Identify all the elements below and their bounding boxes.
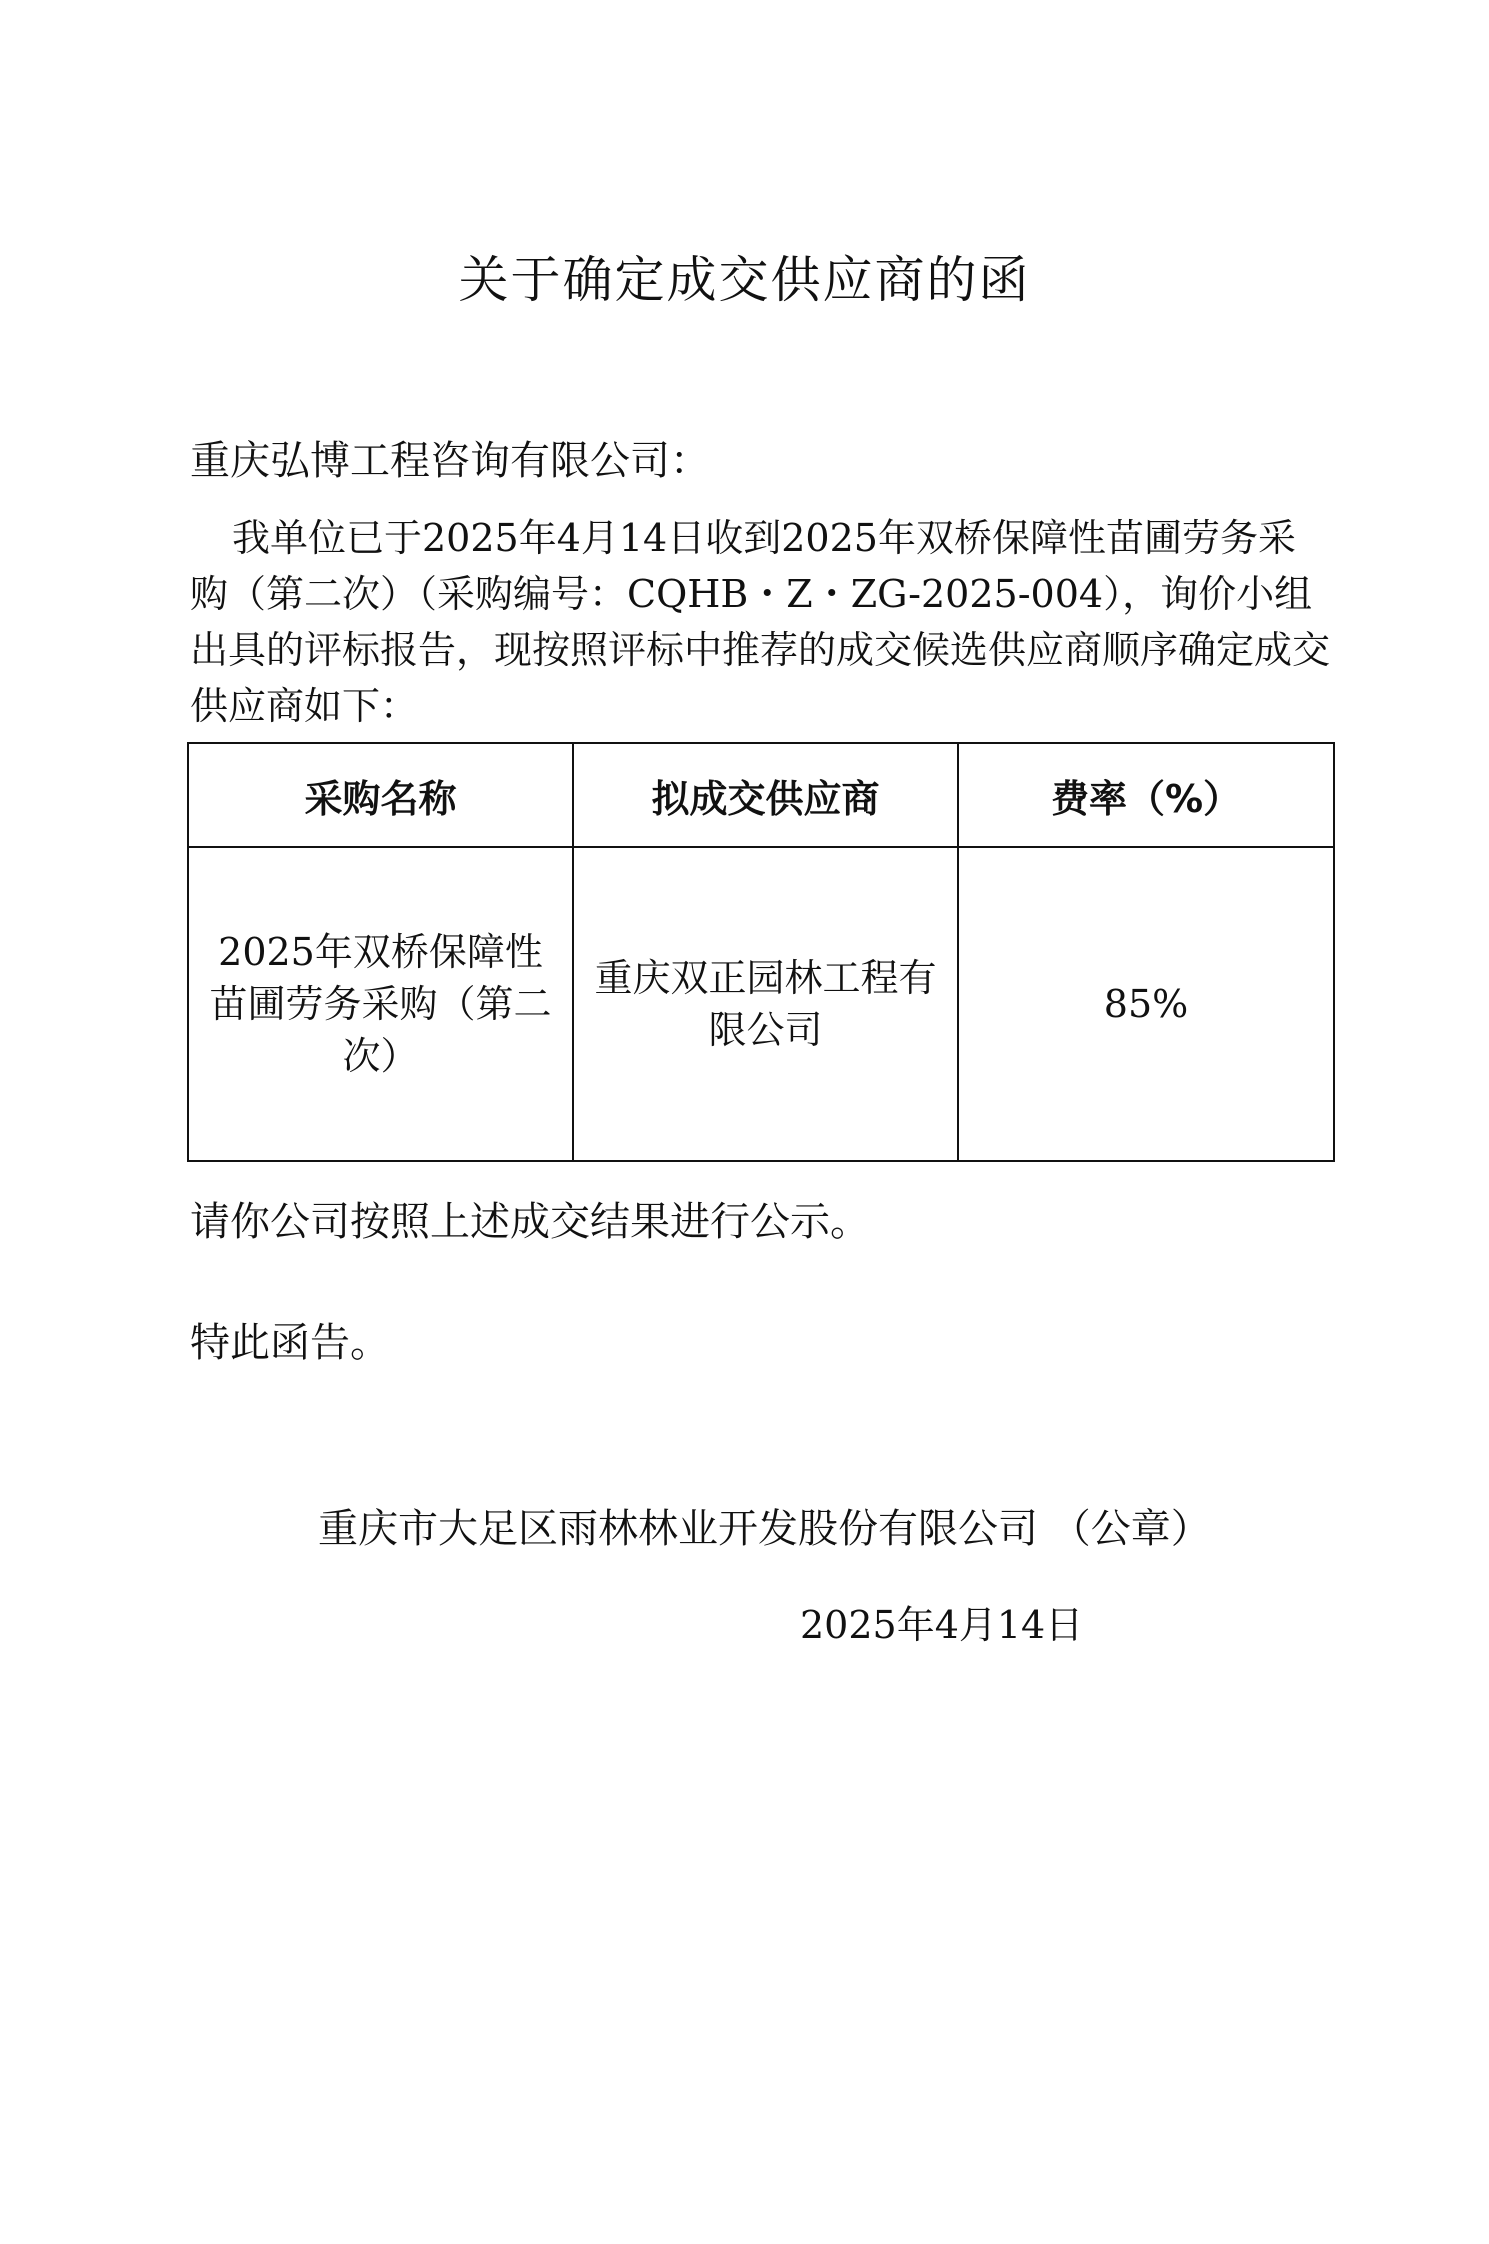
table-row (188, 847, 1334, 1161)
cell-procurement-name: 2025年双桥保障性苗圃劳务采购（第二次） (188, 847, 573, 1161)
closing-formula: 特此函告。 (190, 1320, 390, 1366)
cell-proposed-supplier: 重庆双正园林工程有限公司 (573, 847, 958, 1161)
table-header-row (188, 743, 1334, 847)
closing-request: 请你公司按照上述成交结果进行公示。 (190, 1199, 870, 1245)
signature-date: 2025年4月14日 (800, 1603, 1084, 1647)
cell-fee-rate: 85% (958, 847, 1334, 1161)
header-proposed-supplier: 拟成交供应商 (573, 743, 958, 847)
addressee: 重庆弘博工程咨询有限公司： (190, 438, 710, 484)
header-procurement-name: 采购名称 (188, 743, 573, 847)
document-title: 关于确定成交供应商的函 (458, 251, 1031, 309)
award-table (187, 742, 1335, 1162)
body-paragraph: 我单位已于2025年4月14日收到2025年双桥保障性苗圃劳务采购（第二次）（采购编号：CQHB・Z・ZG-2025-004），询价小组出具的评标报告，现按照评标中推荐的成交候选供应商顺序确定成交供应商如下： (190, 516, 1331, 728)
header-fee-rate: 费率（%） (958, 743, 1334, 847)
signature-line: 重庆市大足区雨林林业开发股份有限公司 （公章） (318, 1506, 1211, 1552)
